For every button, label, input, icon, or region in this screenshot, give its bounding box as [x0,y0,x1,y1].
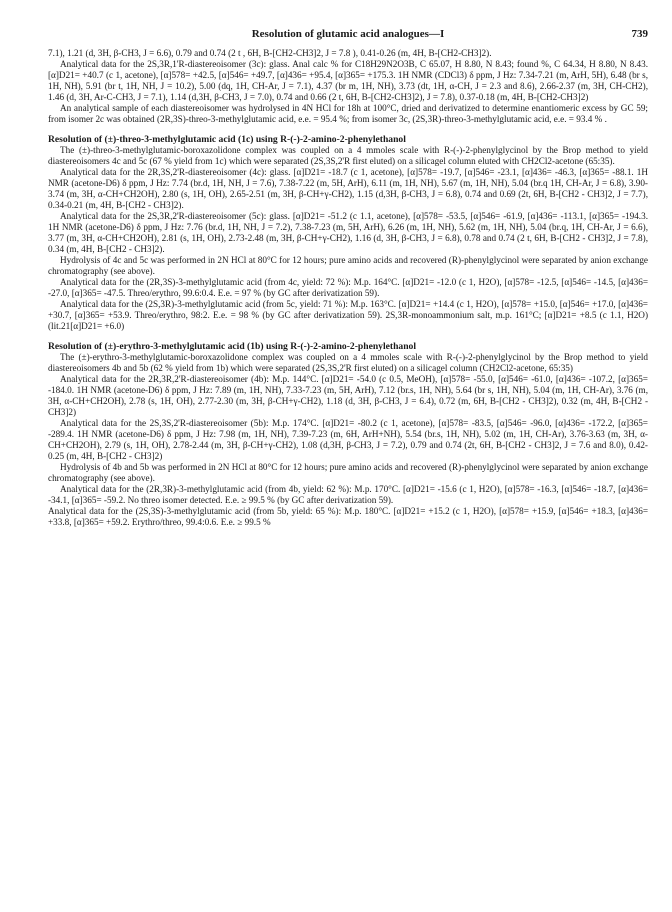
paragraph: An analytical sample of each diastereoisomer was hydrolysed in 4N HCl for 18h at 100°C, dried and derivatized to determine enantiomeric excess by GC 59; from isomer 2c was obtained (2R,3S)-threo-3-methylglutamic acid, e.e. = 95.4 %; from isomer 3c, (2S,3R)-threo-3-methylglutamic acid, e.e. = 93.4 % . [48,103,648,124]
section-heading: Resolution of (±)-threo-3-methylglutamic acid (1c) using R-(-)-2-amino-2-phenylethanol [48,134,406,145]
running-head [48,22,648,48]
article-body [48,48,648,528]
paragraph: The (±)-threo-3-methylglutamic-boroxazolidone complex was coupled on a 4 mmoles scale with R-(-)-2-phenylglycinol by the Brop method to yield diastereoisomers 4c and 5c (67 % yield from 1c) which were separated (2S,3S,2'R first eluted) on a silicagel column eluted with CH2Cl2-acetone (65:35). [48,145,648,166]
paragraph: Analytical data for the 2S,3R,1'R-diastereoisomer (3c): glass. Anal calc % for C18H29N2O3B, C 65.07, H 8.80, N 8.43; found %, C 64.34, H 8.80, N 8.43. [α]D21= +40.7 (c 1, acetone), [α]578= +42.5, [α]546= +49.7, [α]436= +95.4, [α]365= +175.3. 1H NMR (CDCl3) δ ppm, J Hz: 7.34-7.21 (m, ArH, 5H), 6.48 (br s, 1H, NH), 5.91 (br t, 1H, NH, J = 10.2), 5.00 (dq, 1H, CH-Ar, J = 7.1), 4.37 (br m, 1H, NH), 3.73 (dt, 1H, α-CH, J = 2.3 and 8.6), 2.66-2.37 (m, 3H, CH-CH2), 1.46 (d, 3H, Ar-C-CH3, J = 7.1), 1.14 (d,3H, β-CH3, J = 7.0), 0.74 and 0.66 (2 t, 6H, B-[CH2-CH3]2), J = 7.8), 0.37-0.18 (m, 4H, B-[CH2-CH3]2) [48,59,648,102]
paragraph: 7.1), 1.21 (d, 3H, β-CH3, J = 6.6), 0.79 and 0.74 (2 t , 6H, B-[CH2-CH3]2, J = 7.8 ), 0.41-0.26 (m, 4H, B-[CH2-CH3]2). [48,48,492,58]
section-heading: Resolution of (±)-erythro-3-methylglutamic acid (1b) using R-(-)-2-amino-2-phenylethanol [48,341,417,352]
journal-page [48,22,648,528]
running-title: Resolution of glutamic acid analogues—I [251,28,445,40]
paragraph: Analytical data for the (2S,3S)-3-methylglutamic acid (from 5b, yield: 65 %): M.p. 180°C. [α]D21= +15.2 (c 1, H2O), [α]578= +15.9, [α]546= +18.3, [α]436= +33.8, [α]365= +59.2. Erythro/threo, 99.4:0.6. E.e. ≥ 99.5 % [48,506,648,527]
paragraph: Hydrolysis of 4c and 5c was performed in 2N HCl at 80°C for 12 hours; pure amino acids and recovered (R)-phenylglycinol were separated by anion exchange chromatography (see above). [48,255,648,276]
paragraph: Analytical data for the 2R,3R,2'R-diastereoisomer (4b): M.p. 144°C. [α]D21= -54.0 (c 0.5, MeOH), [α]578= -55.0, [α]546= -61.0, [α]436= -107.2, [α]365= -184.0. 1H NMR (acetone-D6) δ ppm, J Hz: 7.89 (m, 1H, NH), 7.33-7.23 (m, 5H, ArH), 7.12 (br.s, 1H, NH), 5.64 (br s, 1H, NH), 5.04 (m, 1H, CH-Ar), 3.76 (m, 3H, α-CH+CH2OH), 2.78 (s, 1H, OH), 2.77-2.30 (m, 3H, β-CH+γ-CH2), 1.18 (d, 3H, β-CH3, J = 6.4), 0.72 (m, 6H, B-[CH2 - CH3]2), 0.32 (m, 4H, B-[CH2 - CH3]2) [48,374,648,417]
paragraph: Hydrolysis of 4b and 5b was performed in 2N HCl at 80°C for 12 hours; pure amino acids and recovered (R)-phenylglycinol were separated by anion exchange chromatography (see above). [48,462,648,483]
paragraph: Analytical data for the 2R,3S,2'R-diastereoisomer (4c): glass. [α]D21= -18.7 (c 1, acetone), [α]578= -19.7, [α]546= -23.1, [α]436= -46.3, [α]365= -88.1. 1H NMR (acetone-D6) δ ppm, J Hz: 7.74 (br.d, 1H, NH, J = 7.6), 7.38-7.22 (m, 5H, ArH), 6.11 (m, 1H, NH), 5.67 (m, 1H, NH), 5.04 (br.q 1H, CH-Ar, J = 6.8), 3.90-3.74 (m, 3H, α-CH+CH2OH), 2.80 (s, 1H, OH), 2.65-2.51 (m, 3H, β-CH+γ-CH2), 1.15 (d,3H, β-CH3, J = 6.8), 0.74 and 0.69 (2t, 6H, B-[CH2 - CH3]2, J = 7.7), 0.34-0.21 (m, 4H, B-[CH2 - CH3]2). [48,167,648,210]
paragraph: Analytical data for the (2S,3R)-3-methylglutamic acid (from 5c, yield: 71 %): M.p. 163°C. [α]D21= +14.4 (c 1, H2O), [α]578= +15.0, [α]546= +17.0, [α]436= +30.7, [α]365= +53.9. Threo/erythro, 98:2. E.e. = 98 % (by GC after derivatization 59). 2S,3R-monoammonium salt, m.p. 161°C; [α]D21= +8.5 (c 1.1, H2O) (lit.21[α]D21= +6.0) [48,299,648,331]
paragraph: Analytical data for the (2R,3S)-3-methylglutamic acid (from 4c, yield: 72 %): M.p. 164°C. [α]D21= -12.0 (c 1, H2O), [α]578= -12.5, [α]546= -14.5, [α]436= -27.0, [α]365= -47.5. Threo/erythro, 99.6:0.4. E.e. = 97 % (by GC after derivatization 59). [48,277,648,298]
paragraph: Analytical data for the 2S,3R,2'R-diastereoisomer (5c): glass. [α]D21= -51.2 (c 1.1, acetone), [α]578= -53.5, [α]546= -61.9, [α]436= -113.1, [α]365= -194.3. 1H NMR (acetone-D6) δ ppm, J Hz: 7.76 (br.d, 1H, NH, J = 7.2), 7.38-7.23 (m, 5H, ArH), 6.26 (m, 1H, NH), 5.62 (m, 1H, NH), 5.04 (br.q, 1H, CH-Ar, J = 6.6), 3.77 (m, 3H, α-CH+CH2OH), 2.81 (s, 1H, OH), 2.73-2.48 (m, 3H, β-CH+γ-CH2), 1.16 (d, 3H, β-CH3, J = 6.8), 0.78 and 0.74 (2 t, 6H, B-[CH2 - CH3]2, J = 7.8), 0.34 (m, 4H, B-[CH2 - CH3]2). [48,211,648,254]
page-number: 739 [631,28,648,40]
paragraph: The (±)-erythro-3-methylglutamic-boroxazolidone complex was coupled on a 4 mmoles scale with R-(-)-2-phenylglycinol by the Brop method to yield diastereoisomers 4b and 5b (62 % yield from 1b) which were separated (2S,3S,2'R first eluted) on a silicagel column (CH2Cl2-acetone, 65:35) [48,352,648,373]
paragraph: Analytical data for the 2S,3S,2'R-diastereoisomer (5b): M.p. 174°C. [α]D21= -80.2 (c 1, acetone), [α]578= -83.5, [α]546= -96.0, [α]436= -172.2, [α]365= -289.4. 1H NMR (acetone-D6) δ ppm, J Hz: 7.98 (m, 1H, NH), 7.39-7.23 (m, 6H, ArH+NH), 5.54 (br.s, 1H, NH), 5.02 (m, 1H, CH-Ar), 3.76-3.63 (m, 3H, α-CH+CH2OH), 2.79 (s, 1H, OH), 2.78-2.44 (m, 3H, β-CH+γ-CH2), 1.08 (d,3H, β-CH3, J = 7.2), 0.79 and 0.74 (2t, 6H, B-[CH2 - CH3]2, J = 7.6 and 8.0), 0.42-0.25 (m, 4H, B-[CH2 - CH3]2) [48,418,648,461]
paragraph: Analytical data for the (2R,3R)-3-methylglutamic acid (from 4b, yield: 62 %): M.p. 170°C. [α]D21= -15.6 (c 1, H2O), [α]578= -16.3, [α]546= -18.7, [α]436= -34.1, [α]365= -59.2. No threo isomer detected. E.e. ≥ 99.5 % (by GC after derivatization 59). [48,484,648,505]
